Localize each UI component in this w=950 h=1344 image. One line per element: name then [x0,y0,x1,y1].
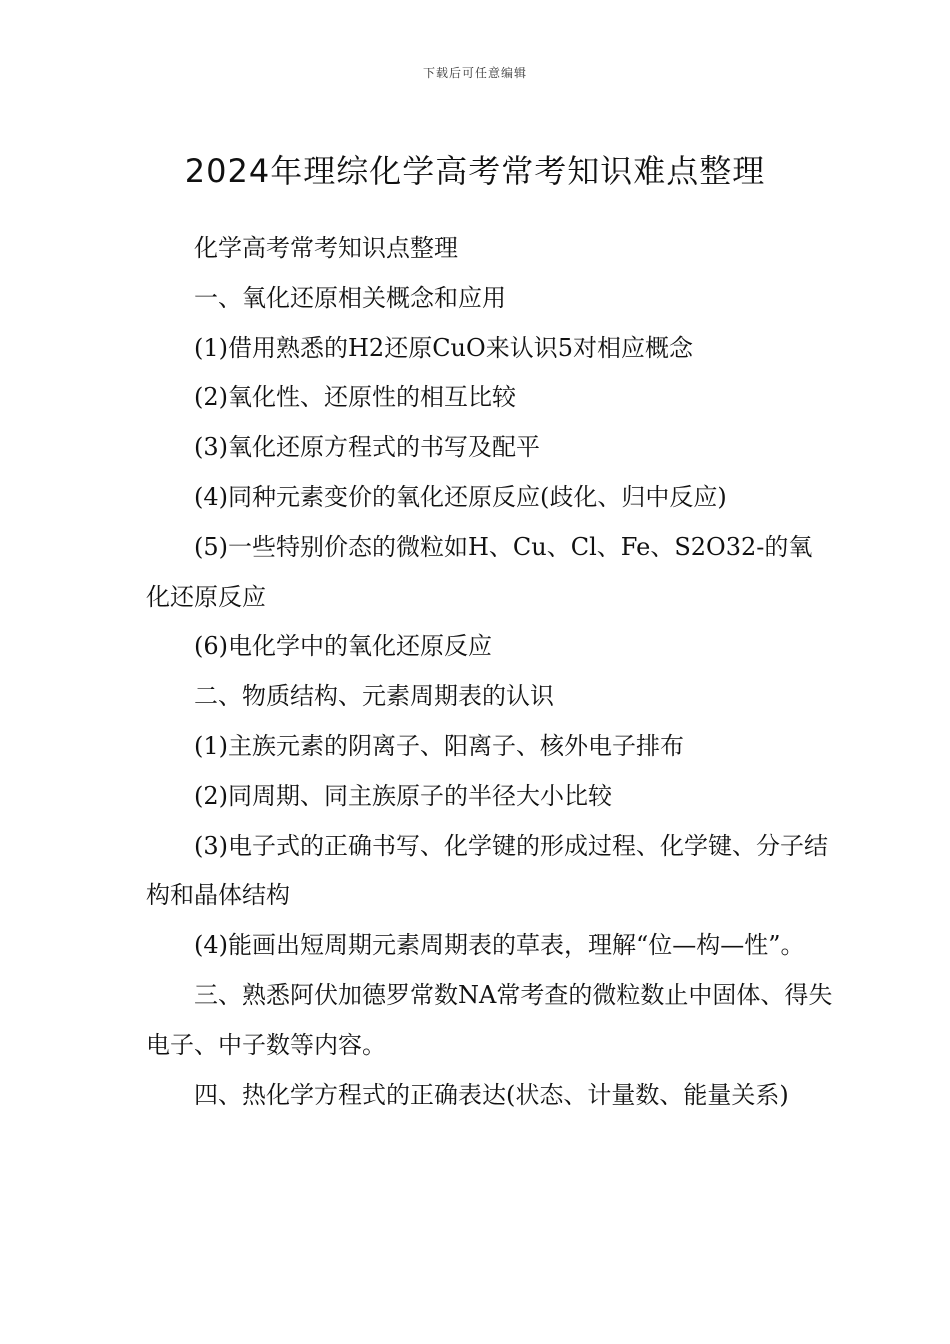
document-title: 2024年理综化学高考常考知识难点整理 [184,152,766,191]
list-item: (2)同周期、同主族原子的半径大小比较 [194,781,612,810]
list-item: (3)电子式的正确书写、化学键的形成过程、化学键、分子结构和晶体结构 [146,831,828,910]
list-item: (1)主族元素的阴离子、阳离子、核外电子排布 [194,731,684,760]
list-item: (1)借用熟悉的H2还原CuO来认识5对相应概念 [194,333,693,362]
section-heading-4: 四、热化学方程式的正确表达(状态、计量数、能量关系) [194,1080,789,1109]
list-item: (4)能画出短周期元素周期表的草表，理解“位—构—性”。 [194,931,805,960]
header-note: 下载后可任意编辑 [422,66,527,80]
section-heading-1: 一、氧化还原相关概念和应用 [194,283,506,312]
document-body [146,224,836,1120]
paragraph-intro: 化学高考常考知识点整理 [194,234,458,262]
list-item: (4)同种元素变价的氧化还原反应(歧化、归中反应) [194,482,727,511]
list-item: (6)电化学中的氧化还原反应 [194,632,492,661]
list-item: (5)一些特别价态的微粒如H、Cu、Cl、Fe、S2O32-的氧化还原反应 [146,532,813,611]
list-item: (3)氧化还原方程式的书写及配平 [194,433,540,462]
section-heading-2: 二、物质结构、元素周期表的认识 [194,682,554,711]
list-item: (2)氧化性、还原性的相互比较 [194,383,516,412]
section-heading-3: 三、熟悉阿伏加德罗常数NA常考查的微粒数止中固体、得失电子、中子数等内容。 [146,980,833,1059]
